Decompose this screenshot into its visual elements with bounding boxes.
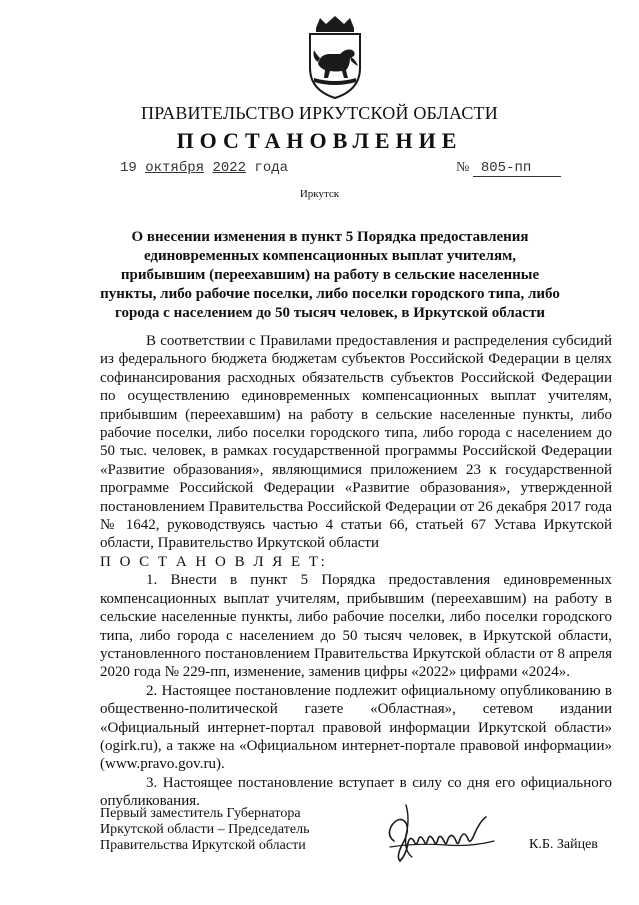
date-month: октября (145, 160, 205, 176)
signer-position-line: Иркутской области – Председатель (100, 822, 310, 837)
government-name: ПРАВИТЕЛЬСТВО ИРКУТСКОЙ ОБЛАСТИ (141, 103, 498, 123)
date-year: 2022 (212, 160, 247, 176)
number-sign: № (456, 160, 470, 175)
document-title: О внесении изменения в пункт 5 Порядка предоставления единовременных компенсационных выплат учителям, прибывшим (переехавшим) на работу в сельские населенные пункты, либо рабочие поселки, либо поселки городского типа, либо города с населением до 50 тысяч человек, в Иркутской области (100, 229, 560, 321)
item-2-paragraph: 2. Настоящее постановление подлежит официальному опубликованию в общественно-политической газете «Областная», сетевом издании «Официальный интернет-портал правовой информации Иркутской области» (ogirk.ru), а также на «Официальном интернет-портале правовой информации» (www.pravo.gov.ru). (100, 682, 612, 773)
document-body (100, 332, 612, 811)
document-number (456, 160, 561, 177)
signer-position-line: Правительства Иркутской области (100, 838, 306, 853)
signer-name: К.Б. Зайцев (529, 837, 598, 852)
signer-position (100, 806, 309, 854)
signer-position-line: Первый заместитель Губернатора (100, 806, 301, 821)
coat-of-arms-icon (296, 14, 374, 100)
document-type: ПОСТАНОВЛЕНИЕ (176, 128, 463, 153)
decree-word: П О С Т А Н О В Л Я Е Т: (100, 553, 328, 570)
city-name: Иркутск (299, 188, 340, 200)
date-suffix: года (254, 160, 289, 176)
document-date (120, 160, 288, 176)
item-1-paragraph: 1. Внести в пункт 5 Порядка предоставления единовременных компенсационных выплат учителям, прибывшим (переехавшим) на работу в сельские населенные пункты, либо рабочие поселки, либо поселки городского типа, либо города с населением до 50 тысяч человек, в Иркутской области, установленного постановлением Правительства Иркутской области от 8 апреля 2020 года № 229-пп, изменение, заменив цифры «2022» цифрами «2024». (100, 572, 612, 681)
number-value: 805-пп (473, 160, 561, 177)
preamble-paragraph: В соответствии с Правилами предоставления и распределения субсидий из федерального бюджета бюджетам субъектов Российской Федерации в целях софинансирования расходных обязательств субъектов Российской Федерации по осуществлению единовременных компенсационных выплат учителям, прибывшим (переехавшим) на работу в сельские населенные пункты, либо рабочие поселки, либо поселки городского типа, либо города с населением до 50 тыс. человек, в рамках государственной программы Российской Федерации «Развитие образования», являющимися приложением 23 к государственной программе Российской Федерации «Развитие образования», утвержденной постановлением Правительства Российской Федерации от 26 декабря 2017 года № 1642, руководствуясь частью 4 статьи 66, статьей 67 Устава Иркутской области, Правительство Иркутской области (100, 333, 612, 552)
date-day: 19 (120, 160, 137, 176)
handwritten-signature (376, 795, 506, 870)
item-3-paragraph: 3. Настоящее постановление вступает в силу со дня его официального опубликования. (100, 774, 612, 810)
